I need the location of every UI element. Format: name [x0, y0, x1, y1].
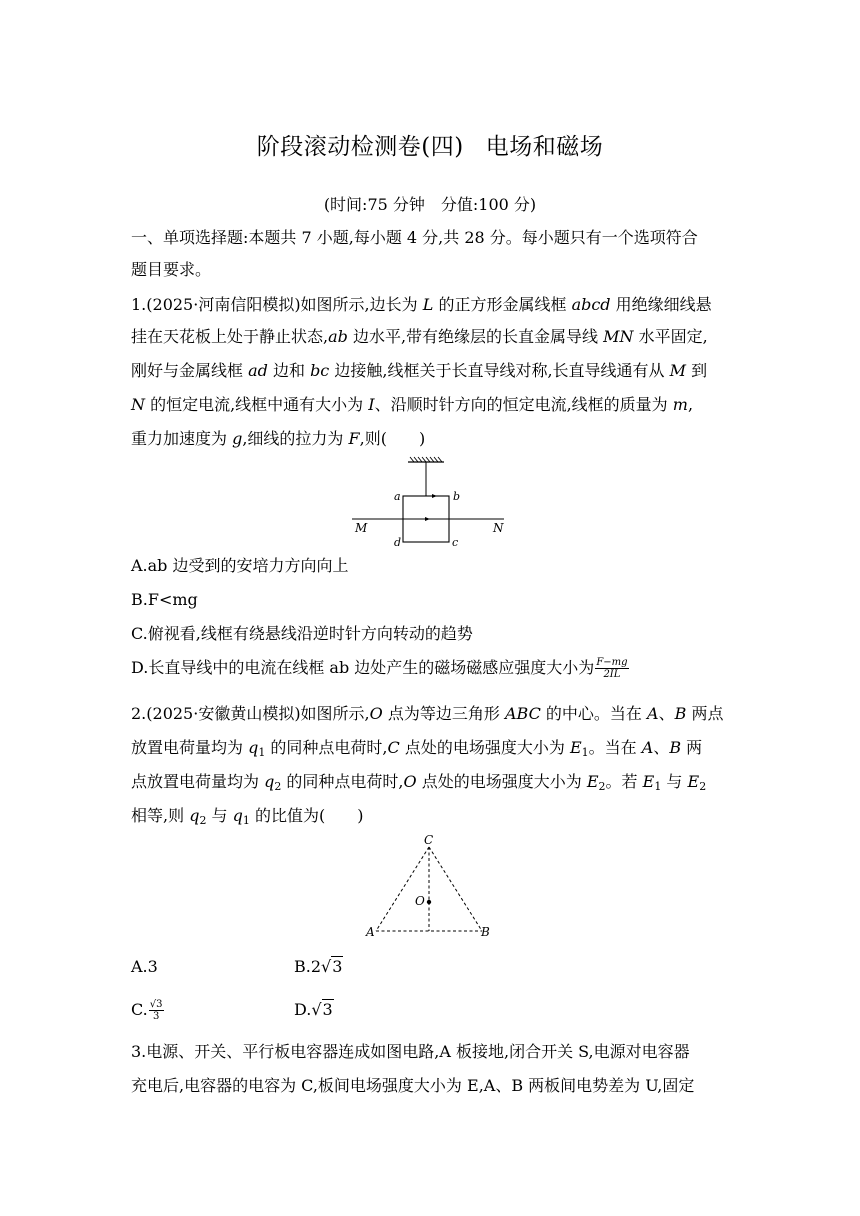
frac-numerator: F−mg	[596, 657, 628, 668]
q1-line5: 重力加速度为 g,细线的拉力为 F,则( )	[131, 429, 426, 448]
q1-line2: 挂在天花板上处于静止状态,ab 边水平,带有绝缘层的长直金属导线 MN 水平固定,	[131, 327, 708, 346]
q2-line4: 相等,则 $q_2$ 与 $q_1$ 的比值为( )	[131, 806, 364, 827]
fig2-label-O: O	[415, 894, 425, 908]
fig2-label-B: B	[481, 925, 490, 939]
sqrt-radicand: 3	[332, 957, 343, 976]
fig1-label-c: c	[452, 536, 459, 549]
meta-time: (时间:75 分钟	[323, 195, 425, 214]
q2-option-b	[294, 955, 343, 979]
fig1-label-b: b	[453, 490, 461, 503]
q2-option-d	[294, 998, 334, 1022]
q1-option-d	[131, 656, 731, 680]
title-part2: 电场和磁场	[485, 134, 604, 160]
q2-option-d-prefix: D.	[294, 1000, 312, 1019]
q1-prefix: 1.(2025·河南信阳模拟)如图所示,边长为	[131, 295, 418, 314]
fig1-label-d: d	[394, 536, 402, 549]
q1-line4: N 的恒定电流,线框中通有大小为 I、沿顺时针方向的恒定电流,线框的质量为 m,	[131, 395, 694, 414]
q2-figure	[362, 830, 502, 945]
page-title	[0, 128, 860, 161]
q1-line3: 刚好与金属线框 ad 边和 bc 边接触,线框关于长直导线对称,长直导线通有从 M 到	[131, 361, 708, 380]
fig1-label-M: M	[355, 521, 368, 535]
q2-line2: 放置电荷量均为 $q_1$ 的同种点电荷时,C 点处的电场强度大小为 $E_1$。当在 A、B 两	[131, 738, 703, 759]
q3-line1: 3.电源、开关、平行板电容器连成如图电路,A 板接地,闭合开关 S,电源对电容器	[131, 1042, 690, 1061]
sqrt-symbol: √3	[311, 1000, 333, 1019]
frac-numerator: √3	[149, 999, 163, 1010]
q2-line3: 点放置电荷量均为 $q_2$ 的同种点电荷时,O 点处的电场强度大小为 $E_2$。若 $E_1$ 与 $E_2$	[131, 772, 707, 793]
section-heading-line1: 一、单项选择题:本题共 7 小题,每小题 4 分,共 28 分。每小题只有一个选项符合	[131, 228, 698, 247]
sqrt-radicand: 3	[322, 1000, 333, 1019]
q1-figure	[350, 455, 520, 550]
q2-option-c-prefix: C.	[131, 1000, 148, 1019]
q1-option-a: A.ab 边受到的安培力方向向上	[131, 556, 349, 575]
fig1-label-N: N	[493, 521, 504, 535]
q2-option-a: A.3	[131, 957, 158, 976]
q1-option-d-fraction	[595, 657, 628, 680]
exam-meta	[0, 192, 860, 215]
q1-option-b: B.F<mg	[131, 590, 198, 609]
q1-option-c: C.俯视看,线框有绕悬线沿逆时针方向转动的趋势	[131, 624, 473, 643]
q2-option-b-prefix: B.2	[294, 957, 322, 976]
sqrt-symbol: √3	[321, 957, 343, 976]
q2-option-c-fraction	[149, 999, 164, 1022]
fig2-label-C: C	[424, 833, 434, 847]
q2-option-c	[131, 998, 164, 1022]
frac-denominator: 2IL	[603, 669, 621, 680]
q3-line2: 充电后,电容器的电容为 C,板间电场强度大小为 E,A、B 两板间电势差为 U,固定	[131, 1076, 695, 1095]
meta-score: 分值:100 分)	[440, 195, 537, 214]
fig2-label-A: A	[366, 925, 375, 939]
q1-option-d-text: D.长直导线中的电流在线框 ab 边处产生的磁场磁感应强度大小为	[131, 658, 595, 677]
frac-denominator: 3	[152, 1011, 160, 1022]
fig1-label-a: a	[394, 490, 401, 503]
title-part1: 阶段滚动检测卷(四)	[256, 134, 464, 160]
q2-line1: 2.(2025·安徽黄山模拟)如图所示,O 点为等边三角形 ABC 的中心。当在 A、B 两点	[131, 704, 724, 723]
q1-line1: 1.(2025·河南信阳模拟)如图所示,边长为 L 的正方形金属线框 abcd 用绝缘细线悬	[131, 295, 712, 314]
section-heading-line2: 题目要求。	[131, 260, 212, 279]
